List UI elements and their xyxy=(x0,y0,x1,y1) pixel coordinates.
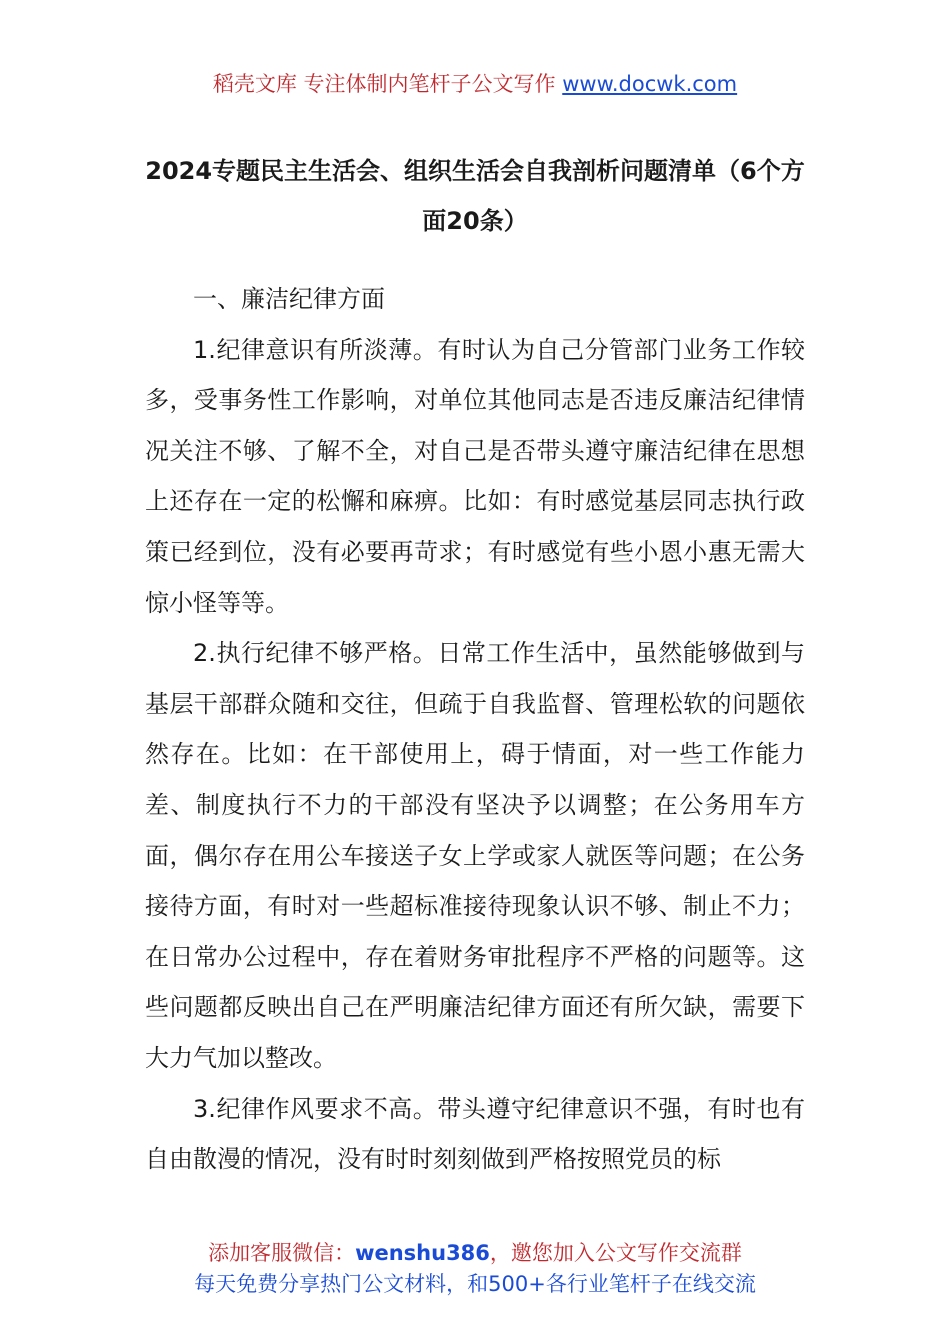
footer-line-1 xyxy=(0,1238,950,1269)
footer-wechat-prefix: 添加客服微信： xyxy=(208,1241,356,1265)
document-body xyxy=(145,274,805,1185)
section-heading: 一、廉洁纪律方面 xyxy=(193,285,385,313)
footer-wechat-id: wenshu386 xyxy=(355,1241,490,1265)
header-site-link[interactable]: www.docwk.com xyxy=(562,72,738,96)
footer-wechat-suffix: ，邀您加入公文写作交流群 xyxy=(489,1241,742,1265)
footer-line-2: 每天免费分享热门公文材料，和500+各行业笔杆子在线交流 xyxy=(194,1272,756,1296)
paragraph-1: 1.纪律意识有所淡薄。有时认为自己分管部门业务工作较多，受事务性工作影响，对单位其他同志是否违反廉洁纪律情况关注不够、了解不全，对自己是否带头遵守廉洁纪律在思想上还存在一定的松懈和麻痹。比如：有时感觉基层同志执行政策已经到位，没有必要再苛求；有时感觉有些小恩小惠无需大惊小怪等等。 xyxy=(145,335,805,617)
document-title: 2024专题民主生活会、组织生活会自我剖析问题清单（6个方面20条） xyxy=(145,157,805,235)
paragraph-2: 2.执行纪律不够严格。日常工作生活中，虽然能够做到与基层干部群众随和交往，但疏于自我监督、管理松软的问题依然存在。比如：在干部使用上，碍于情面，对一些工作能力差、制度执行不力的干部没有坚决予以调整；在公务用车方面，偶尔存在用公车接送子女上学或家人就医等问题；在公务接待方面，有时对一些超标准接待现象认识不够、制止不力；在日常办公过程中，存在着财务审批程序不严格的问题等。这些问题都反映出自己在严明廉洁纪律方面还有所欠缺，需要下大力气加以整改。 xyxy=(145,639,805,1072)
header-brand: 稻壳文库 专注体制内笔杆子公文写作 xyxy=(212,72,556,96)
footer-promo xyxy=(0,1238,950,1300)
paragraph-3: 3.纪律作风要求不高。带头遵守纪律意识不强，有时也有自由散漫的情况，没有时时刻刻做到严格按照党员的标 xyxy=(145,1094,805,1174)
header-banner xyxy=(0,68,950,100)
